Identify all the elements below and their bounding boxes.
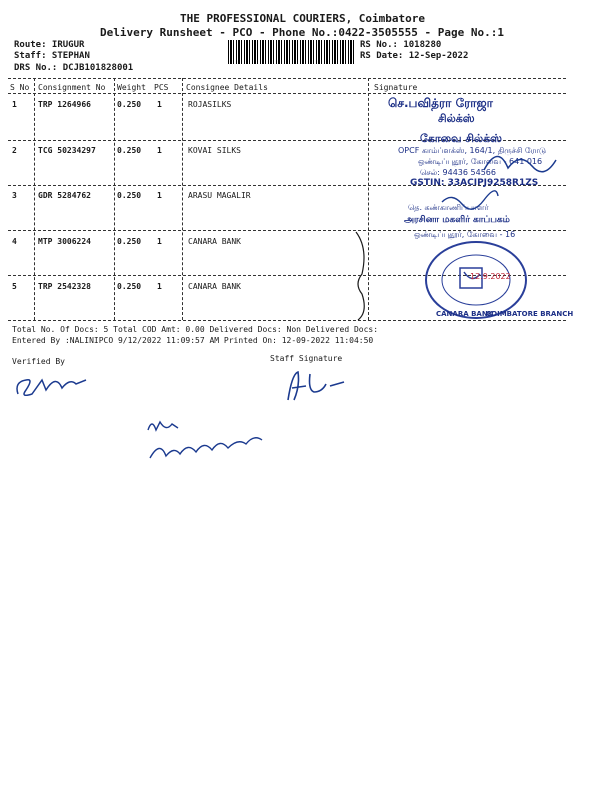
col-header-consignment: Consignment No xyxy=(38,83,106,92)
drs-number: DRS No.: DCJB101828001 xyxy=(14,63,134,73)
cell-sno: 3 xyxy=(12,191,17,200)
cell-weight: 0.250 xyxy=(117,100,142,109)
handwritten-note xyxy=(140,412,270,468)
col-header-consignee: Consignee Details xyxy=(186,83,268,92)
runsheet-subtitle: Delivery Runsheet - PCO - Phone No.:0422-3505555 - Page No.:1 xyxy=(100,26,504,39)
barcode xyxy=(228,40,356,64)
cell-consignment: TRP 1264966 xyxy=(38,100,91,109)
cell-consignment: GDR 5284762 xyxy=(38,191,91,200)
cell-consignee: CANARA BANK xyxy=(188,237,241,246)
totals-line: Total No. Of Docs: 5 Total COD Amt: 0.00 Delivered Docs: Non Delivered Docs: xyxy=(12,325,379,334)
col-header-signature: Signature xyxy=(374,83,418,92)
cell-sno: 4 xyxy=(12,237,17,246)
bank-stamp-name: CANARA BANK xyxy=(436,310,494,318)
rs-date: RS Date: 12-Sep-2022 xyxy=(360,51,469,61)
cell-consignee: ROJASILKS xyxy=(188,100,232,109)
roja-stamp-line1: செ.பவித்ரா ரோஜா xyxy=(388,96,493,110)
route-label: Route: IRUGUR xyxy=(14,40,85,50)
staff-label: Staff: STEPHAN xyxy=(14,51,90,61)
signature-scribble xyxy=(440,190,500,210)
cell-weight: 0.250 xyxy=(117,237,142,246)
cell-weight: 0.250 xyxy=(117,282,142,291)
arasu-stamp-line2: ஒண்டிப்புதூர், கோவை - 16 xyxy=(414,230,516,239)
col-header-weight: Weight xyxy=(117,83,146,92)
staff-signature xyxy=(278,366,358,406)
kovai-stamp-line1: கோவை சில்க்ஸ் xyxy=(420,132,502,145)
kovai-stamp-line4: செல்: 94436 54566 xyxy=(420,168,496,177)
signature-scribble xyxy=(480,140,560,180)
cell-sno: 2 xyxy=(12,146,17,155)
gstin-stamp: GSTIN: 33ACIPJ9258R1ZS xyxy=(410,178,539,188)
staff-signature-label: Staff Signature xyxy=(270,354,343,363)
cell-pcs: 1 xyxy=(157,191,162,200)
col-header-sno: S No xyxy=(10,83,30,92)
cell-sno: 1 xyxy=(12,100,17,109)
table-top-rule xyxy=(8,78,566,79)
cell-weight: 0.250 xyxy=(117,146,142,155)
col-header-pcs: PCS xyxy=(154,83,169,92)
column-divider xyxy=(182,78,183,320)
rs-number: RS No.: 1018280 xyxy=(360,40,442,50)
cell-weight: 0.250 xyxy=(117,191,142,200)
cell-pcs: 1 xyxy=(157,237,162,246)
bank-stamp-branch: COIMBATORE BRANCH xyxy=(486,310,574,318)
header-bottom-rule xyxy=(8,93,566,94)
kovai-stamp-line2: OPCF காம்ப்ளக்ஸ், 164/1, திருச்சி ரோடு xyxy=(398,146,547,155)
kovai-stamp-line3: ஒண்டிப்புதூர், கோவை - 641 016 xyxy=(418,157,543,166)
cell-consignee: ARASU MAGALIR xyxy=(188,191,251,200)
bank-stamp-date: 12.9.2022 xyxy=(470,272,511,281)
cell-consignment: TRP 2542328 xyxy=(38,282,91,291)
bracket-mark xyxy=(352,228,372,324)
arasu-stamp-title: தெ. கண்காணிப்பாளர் xyxy=(408,203,489,212)
cell-pcs: 1 xyxy=(157,282,162,291)
row-rule xyxy=(8,320,566,321)
cell-pcs: 1 xyxy=(157,100,162,109)
verified-signature xyxy=(12,366,92,402)
roja-stamp-line2: சில்க்ஸ் xyxy=(438,112,475,125)
column-divider xyxy=(114,78,115,320)
cell-consignee: CANARA BANK xyxy=(188,282,241,291)
cell-pcs: 1 xyxy=(157,146,162,155)
cell-consignment: MTP 3006224 xyxy=(38,237,91,246)
verified-by-label: Verified By xyxy=(12,357,65,366)
cell-consignment: TCG 50234297 xyxy=(38,146,96,155)
cell-sno: 5 xyxy=(12,282,17,291)
company-title: THE PROFESSIONAL COURIERS, Coimbatore xyxy=(180,12,426,25)
cell-consignee: KOVAI SILKS xyxy=(188,146,241,155)
column-divider xyxy=(34,78,35,320)
arasu-stamp-line1: அரசினா மகளிர் காப்பகம் xyxy=(404,215,510,225)
entered-by-line: Entered By :NALINIPCO 9/12/2022 11:09:57 AM Printed On: 12-09-2022 11:04:50 xyxy=(12,336,374,345)
